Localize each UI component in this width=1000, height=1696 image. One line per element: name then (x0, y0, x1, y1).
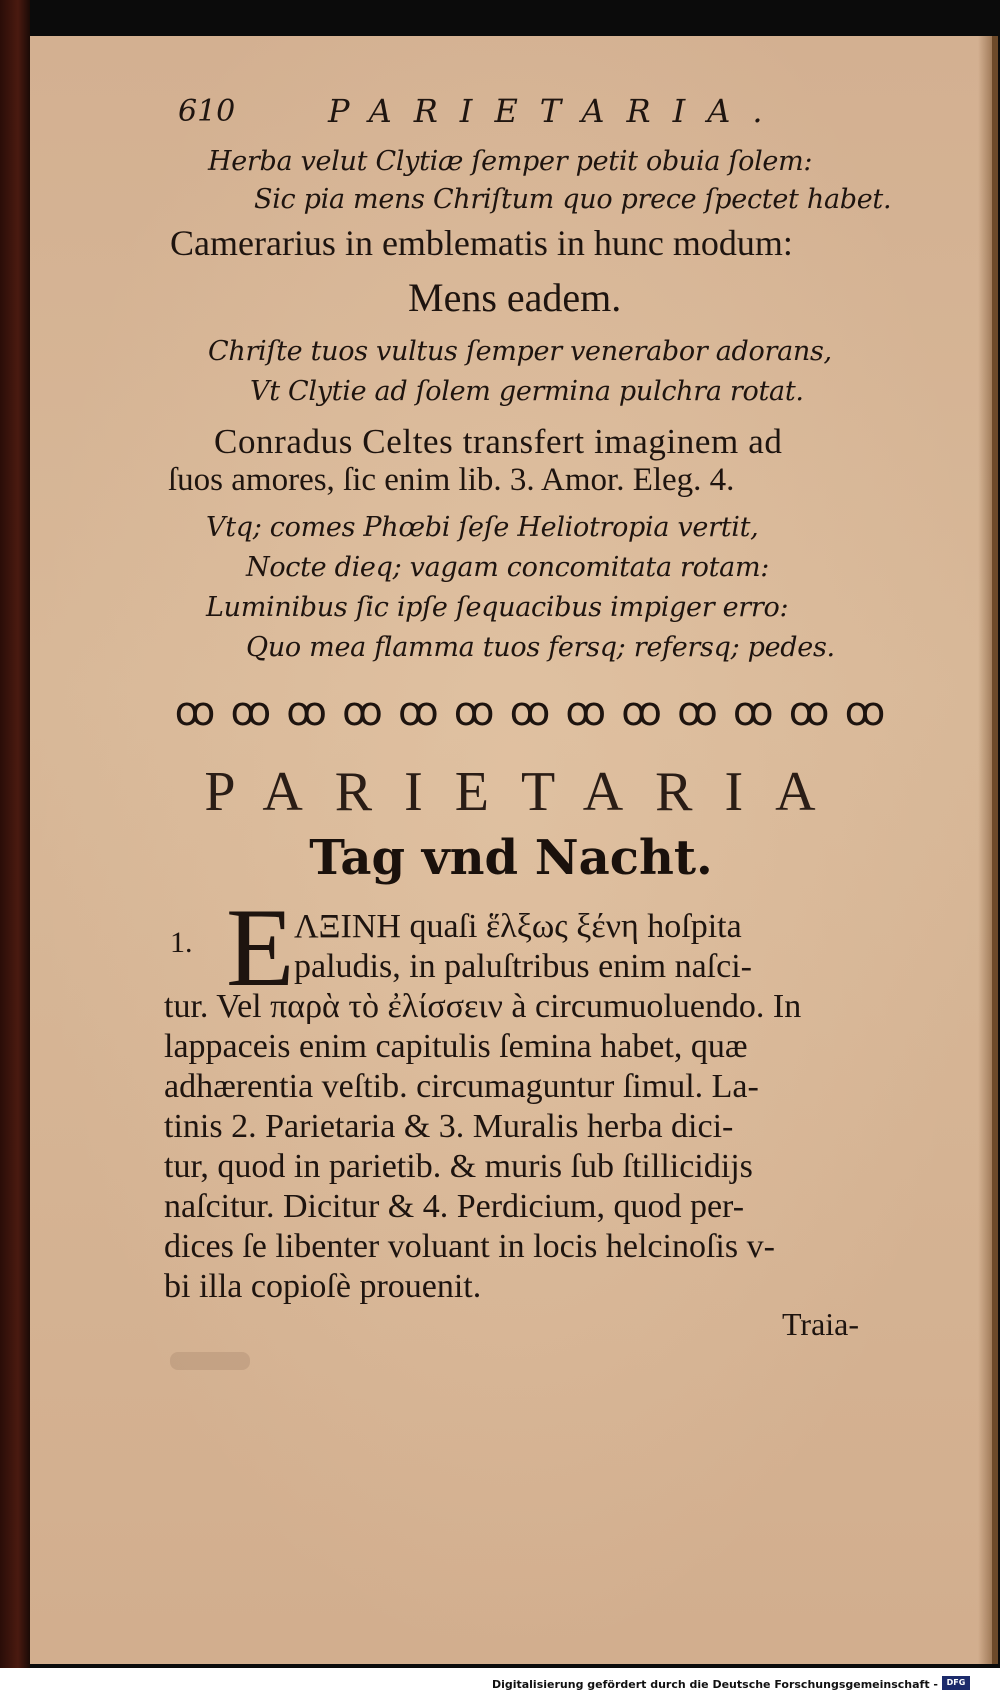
entry-line: bi illa copioſè prouenit. (164, 1268, 482, 1305)
ornament-glyph: ꝏ (230, 689, 272, 735)
verse2-line: Chriſte tuos vultus ſemper venerabor adorans, (208, 336, 832, 367)
ornamental-border (170, 686, 890, 738)
digitization-footer (0, 1670, 1000, 1696)
book-page (30, 36, 998, 1664)
page-number: 610 (178, 94, 236, 129)
entry-line: lappaceis enim capitulis ſemina habet, quæ (164, 1028, 748, 1065)
page-header (178, 90, 838, 130)
entry-line: tur. Vel παρὰ τὸ ἐλίσσειν à circumuoluendo. In (164, 988, 802, 1025)
entry-line: adhærentia veſtib. circumaguntur ſimul. La- (164, 1068, 759, 1105)
verse1-line: Herba velut Clytiæ ſemper petit obuia ſolem: (208, 146, 813, 177)
dfg-logo: DFG (942, 1676, 970, 1690)
catchword: Traia- (782, 1306, 860, 1342)
verse2-line: Vt Clytie ad ſolem germina pulchra rotat. (250, 376, 804, 407)
ornament-glyph: ꝏ (844, 689, 886, 735)
ornament-glyph: ꝏ (677, 689, 718, 735)
prose-line: ſuos amores, ſic enim lib. 3. Amor. Eleg. 4. (168, 462, 735, 498)
ornament-glyph: ꝏ (342, 689, 383, 735)
entry-line: tinis 2. Parietaria & 3. Muralis herba dici- (164, 1108, 734, 1145)
entry-line: paludis, in paluſtribus enim naſci- (294, 948, 752, 985)
ink-smudge (170, 1352, 250, 1370)
entry-number: 1. (170, 926, 193, 959)
verse3-line: Quo mea flamma tuos fersq; refersq; pedes. (246, 632, 835, 663)
verse3-line: Luminibus ſic ipſe ſequacibus impiger erro: (206, 592, 789, 623)
ornament-glyph: ꝏ (397, 689, 439, 735)
entry-line: naſcitur. Dicitur & 4. Perdicium, quod per- (164, 1188, 745, 1225)
prose-line: Conradus Celtes transfert imaginem ad (214, 422, 783, 461)
verse3-line: Nocte dieq; vagam concomitata rotam: (246, 552, 770, 583)
entry-line: dices ſe libenter voluant in locis helcinoſis v- (164, 1228, 775, 1265)
ornament-glyph: ꝏ (565, 689, 607, 735)
ornament-glyph: ꝏ (286, 689, 328, 735)
verse3-line: Vtq; comes Phœbi ſeſe Heliotropia vertit, (206, 512, 759, 543)
running-title: PARIETARIA. (328, 92, 785, 130)
ornament-glyph: ꝏ (788, 689, 830, 735)
drop-cap: E (226, 886, 295, 1010)
ornament-glyph: ꝏ (621, 689, 662, 735)
ornament-glyph: ꝏ (732, 689, 774, 735)
section-title: PARIETARIA (204, 761, 848, 823)
verse1-line: Sic pia mens Chriſtum quo prece ſpectet habet. (254, 184, 892, 215)
entry-line: tur, quod in parietib. & muris ſub ſtillicidijs (164, 1148, 753, 1185)
prose-line: Camerarius in emblematis in hunc modum: (170, 223, 793, 263)
section-subtitle: Tag vnd Nacht. (309, 830, 713, 886)
ornament-glyph: ꝏ (174, 689, 216, 735)
entry-line: ΛΞΙΝΗ quaſi ἕλξως ξένη hoſpita (294, 908, 742, 945)
ornament-glyph: ꝏ (453, 689, 495, 735)
footer-credit: Digitalisierung gefördert durch die Deutsche Forschungsgemeinschaft - (491, 1678, 938, 1691)
subheading: Mens eadem. (408, 275, 622, 320)
ornament-glyph: ꝏ (509, 689, 551, 735)
